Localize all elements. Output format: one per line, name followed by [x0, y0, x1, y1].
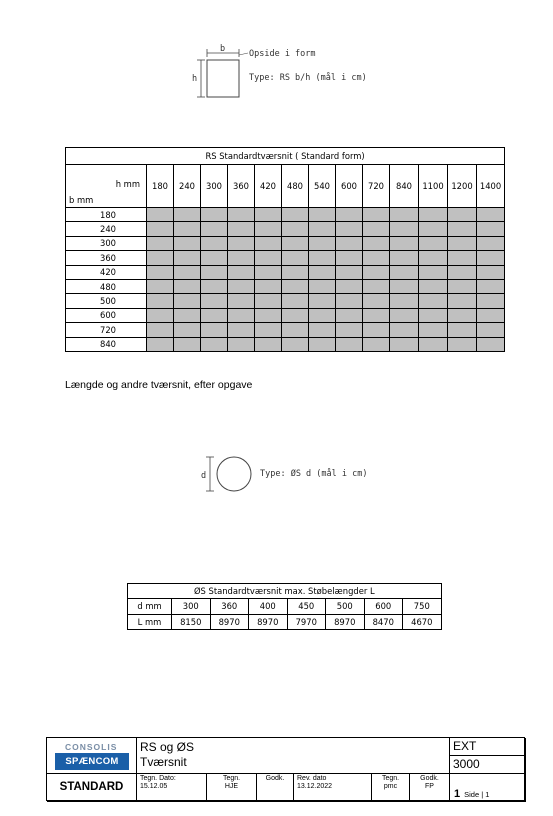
rs-shaded-cell — [448, 265, 477, 279]
rs-h-value: 540 — [309, 165, 336, 208]
page-number: 1 — [454, 788, 461, 800]
rs-shaded-cell — [363, 323, 390, 337]
tegn2-label: Tegn. — [381, 775, 400, 782]
rs-b-value: 180 — [66, 208, 147, 222]
rs-shaded-cell — [448, 279, 477, 293]
os-d-header: d mm — [128, 599, 172, 614]
rs-table-row — [66, 323, 505, 337]
os-l-value: 4670 — [403, 614, 442, 629]
rs-shaded-cell — [419, 208, 448, 222]
company-logo — [47, 738, 137, 774]
rs-shaded-cell — [477, 236, 505, 250]
rs-shaded-cell — [282, 308, 309, 322]
tegn-label: Tegn. — [222, 775, 241, 782]
rs-shaded-cell — [147, 222, 174, 236]
title-block — [46, 737, 525, 801]
rs-h-value: 360 — [228, 165, 255, 208]
rs-table-row — [66, 279, 505, 293]
rs-shaded-cell — [363, 265, 390, 279]
rs-shaded-cell — [174, 251, 201, 265]
rs-section-sketch — [190, 40, 390, 104]
rs-shaded-cell — [282, 208, 309, 222]
rs-shaded-cell — [390, 236, 419, 250]
rs-shaded-cell — [255, 279, 282, 293]
rs-shaded-cell — [309, 294, 336, 308]
rs-shaded-cell — [174, 279, 201, 293]
rs-shaded-cell — [363, 251, 390, 265]
rs-table-row — [66, 337, 505, 351]
rs-shaded-cell — [228, 265, 255, 279]
rs-shaded-cell — [336, 279, 363, 293]
rs-h-value: 1400 — [477, 165, 505, 208]
rs-shaded-cell — [419, 251, 448, 265]
rs-h-value: 300 — [201, 165, 228, 208]
rs-shaded-cell — [282, 251, 309, 265]
rs-shaded-cell — [174, 337, 201, 351]
rs-shaded-cell — [419, 265, 448, 279]
rs-h-value: 1100 — [419, 165, 448, 208]
rs-shaded-cell — [201, 337, 228, 351]
tegn-dato-value: 15.12.05 — [140, 783, 168, 790]
rs-shaded-cell — [147, 308, 174, 322]
logo-spaencom-text: SPÆNCOM — [55, 753, 129, 770]
rs-type-caption: Type: RS b/h (mål i cm) — [249, 73, 367, 83]
ext-label: EXT — [450, 738, 526, 756]
rs-shaded-cell — [228, 323, 255, 337]
drawing-title-line2: Tværsnit — [140, 755, 187, 769]
rs-shaded-cell — [477, 308, 505, 322]
os-section-sketch — [196, 452, 396, 496]
rs-shaded-cell — [282, 265, 309, 279]
rs-shaded-cell — [363, 294, 390, 308]
rs-shaded-cell — [390, 251, 419, 265]
rs-shaded-cell — [147, 208, 174, 222]
rs-b-value: 840 — [66, 337, 147, 351]
os-type-caption: Type: ØS d (mål i cm) — [260, 469, 368, 479]
rs-table-row — [66, 308, 505, 322]
rs-shaded-cell — [336, 294, 363, 308]
rs-shaded-cell — [147, 279, 174, 293]
rs-shaded-cell — [174, 222, 201, 236]
godk2-label: Godk. — [420, 775, 439, 782]
rs-shaded-cell — [390, 279, 419, 293]
rs-shaded-cell — [448, 308, 477, 322]
rs-shaded-cell — [255, 308, 282, 322]
os-d-value: 300 — [172, 599, 211, 614]
rs-shaded-cell — [174, 308, 201, 322]
rs-shaded-cell — [228, 251, 255, 265]
rs-shaded-cell — [363, 337, 390, 351]
rs-shaded-cell — [147, 337, 174, 351]
rs-shaded-cell — [147, 236, 174, 250]
os-d-value: 360 — [210, 599, 249, 614]
os-d-label: d — [201, 471, 207, 481]
rs-shaded-cell — [147, 294, 174, 308]
rs-shaded-cell — [390, 222, 419, 236]
godk-field — [257, 774, 294, 802]
rs-shaded-cell — [390, 337, 419, 351]
rs-shaded-cell — [390, 265, 419, 279]
rev-dato-value: 13.12.2022 — [297, 783, 333, 790]
rs-h-value: 180 — [147, 165, 174, 208]
rs-shaded-cell — [448, 294, 477, 308]
rs-b-value: 480 — [66, 279, 147, 293]
rs-shaded-cell — [147, 323, 174, 337]
rs-b-value: 720 — [66, 323, 147, 337]
tegn-field — [207, 774, 257, 802]
rs-shaded-cell — [363, 279, 390, 293]
rs-b-header: b mm — [69, 195, 94, 205]
rs-h-value: 720 — [363, 165, 390, 208]
tegn-dato-field — [137, 774, 207, 802]
drawing-title-line1: RS og ØS — [140, 740, 195, 754]
os-l-value: 8970 — [210, 614, 249, 629]
rs-shaded-cell — [309, 279, 336, 293]
rs-shaded-cell — [228, 208, 255, 222]
rs-shaded-cell — [201, 208, 228, 222]
rs-shaded-cell — [201, 236, 228, 250]
rs-b-value: 600 — [66, 308, 147, 322]
rs-shaded-cell — [477, 208, 505, 222]
rs-shaded-cell — [309, 265, 336, 279]
rs-shaded-cell — [309, 337, 336, 351]
rs-shaded-cell — [255, 222, 282, 236]
rs-shaded-cell — [309, 308, 336, 322]
rs-shaded-cell — [477, 279, 505, 293]
rs-shaded-cell — [309, 222, 336, 236]
rs-b-value: 240 — [66, 222, 147, 236]
rs-shaded-cell — [201, 251, 228, 265]
rs-table-row — [66, 236, 505, 250]
rs-shaded-cell — [390, 294, 419, 308]
rs-h-value: 480 — [282, 165, 309, 208]
rs-shaded-cell — [336, 236, 363, 250]
rs-shaded-cell — [448, 251, 477, 265]
logo-consolis-text: CONSOLIS — [65, 742, 118, 752]
rs-shaded-cell — [419, 323, 448, 337]
rs-shaded-cell — [363, 208, 390, 222]
os-l-value: 8470 — [364, 614, 403, 629]
rs-shaded-cell — [201, 323, 228, 337]
os-standard-table — [127, 583, 442, 630]
rs-table-corner — [66, 165, 147, 208]
rs-shaded-cell — [336, 323, 363, 337]
rs-shaded-cell — [282, 294, 309, 308]
rs-b-value: 500 — [66, 294, 147, 308]
rs-shaded-cell — [336, 208, 363, 222]
rs-shaded-cell — [228, 337, 255, 351]
godk2-field — [410, 774, 450, 802]
tegn2-field — [372, 774, 410, 802]
rs-shaded-cell — [174, 236, 201, 250]
rs-shaded-cell — [174, 294, 201, 308]
os-d-value: 400 — [249, 599, 288, 614]
standard-label: STANDARD — [47, 774, 137, 802]
rs-shaded-cell — [363, 308, 390, 322]
rs-table-row — [66, 222, 505, 236]
rev-dato-field — [294, 774, 372, 802]
rs-shaded-cell — [448, 208, 477, 222]
rs-table-title: RS Standardtværsnit ( Standard form) — [66, 148, 505, 165]
rs-shaded-cell — [228, 294, 255, 308]
os-l-header: L mm — [128, 614, 172, 629]
rs-shaded-cell — [201, 294, 228, 308]
godk-label: Godk. — [265, 775, 285, 782]
rs-table-row — [66, 265, 505, 279]
rs-shaded-cell — [174, 265, 201, 279]
godk2-value: FP — [425, 783, 434, 790]
rs-shaded-cell — [255, 251, 282, 265]
os-l-value: 8970 — [249, 614, 288, 629]
rs-shaded-cell — [477, 265, 505, 279]
rs-shaded-cell — [228, 222, 255, 236]
rs-shaded-cell — [390, 308, 419, 322]
rs-shaded-cell — [448, 236, 477, 250]
rs-shaded-cell — [477, 251, 505, 265]
tegn-value: HJE — [224, 783, 239, 790]
rs-h-label: h — [192, 74, 198, 84]
rs-shaded-cell — [448, 222, 477, 236]
rs-shaded-cell — [228, 236, 255, 250]
rs-b-label: b — [220, 44, 226, 54]
rs-shaded-cell — [448, 337, 477, 351]
os-d-value: 450 — [287, 599, 326, 614]
rs-h-value: 420 — [255, 165, 282, 208]
rs-shaded-cell — [390, 208, 419, 222]
rs-shaded-cell — [336, 337, 363, 351]
rs-shaded-cell — [255, 265, 282, 279]
rs-shaded-cell — [448, 323, 477, 337]
rs-shaded-cell — [309, 251, 336, 265]
rs-table-row — [66, 208, 505, 222]
rs-shaded-cell — [228, 279, 255, 293]
rs-shaded-cell — [419, 308, 448, 322]
rev-dato-label: Rev. dato — [297, 775, 327, 782]
rs-shaded-cell — [336, 222, 363, 236]
os-l-value: 8970 — [326, 614, 365, 629]
rs-b-value: 420 — [66, 265, 147, 279]
rs-shaded-cell — [174, 208, 201, 222]
rs-shaded-cell — [336, 265, 363, 279]
rs-shaded-cell — [147, 251, 174, 265]
rs-shaded-cell — [309, 323, 336, 337]
rs-top-caption: Opside i form — [249, 49, 316, 59]
os-d-value: 500 — [326, 599, 365, 614]
drawing-title — [137, 738, 450, 774]
rs-shaded-cell — [255, 294, 282, 308]
os-section-circle — [217, 457, 251, 491]
rs-shaded-cell — [201, 222, 228, 236]
tegn2-value: pmc — [383, 783, 398, 790]
rs-shaded-cell — [419, 337, 448, 351]
rs-shaded-cell — [201, 265, 228, 279]
rs-shaded-cell — [363, 236, 390, 250]
rs-h-value: 1200 — [448, 165, 477, 208]
rs-shaded-cell — [419, 279, 448, 293]
rs-shaded-cell — [309, 208, 336, 222]
rs-shaded-cell — [174, 323, 201, 337]
side-label: Side | 1 — [464, 790, 490, 799]
rs-shaded-cell — [282, 323, 309, 337]
rs-shaded-cell — [282, 236, 309, 250]
rs-shaded-cell — [477, 337, 505, 351]
rs-shaded-cell — [477, 323, 505, 337]
rs-shaded-cell — [255, 323, 282, 337]
rs-b-value: 300 — [66, 236, 147, 250]
rs-h-header: h mm — [115, 179, 140, 189]
rs-shaded-cell — [477, 294, 505, 308]
rs-shaded-cell — [282, 279, 309, 293]
os-l-value: 8150 — [172, 614, 211, 629]
rs-shaded-cell — [201, 279, 228, 293]
rs-shaded-cell — [228, 308, 255, 322]
rs-table-row — [66, 294, 505, 308]
rs-h-value: 240 — [174, 165, 201, 208]
rs-b-value: 360 — [66, 251, 147, 265]
rs-standard-table — [65, 147, 505, 352]
page-indicator — [450, 774, 526, 802]
rs-shaded-cell — [363, 222, 390, 236]
rs-shaded-cell — [147, 265, 174, 279]
tegn-dato-label: Tegn. Dato: — [140, 775, 176, 782]
rs-shaded-cell — [309, 236, 336, 250]
rs-shaded-cell — [477, 222, 505, 236]
rs-shaded-cell — [419, 236, 448, 250]
rs-shaded-cell — [255, 236, 282, 250]
rs-shaded-cell — [419, 294, 448, 308]
rs-h-value: 600 — [336, 165, 363, 208]
os-l-value: 7970 — [287, 614, 326, 629]
rs-shaded-cell — [255, 208, 282, 222]
os-d-value: 600 — [364, 599, 403, 614]
rs-section-rectangle — [207, 60, 239, 97]
rs-shaded-cell — [201, 308, 228, 322]
rs-shaded-cell — [282, 337, 309, 351]
rs-shaded-cell — [282, 222, 309, 236]
rs-shaded-cell — [255, 337, 282, 351]
drawing-number: 3000 — [450, 756, 526, 774]
os-d-value: 750 — [403, 599, 442, 614]
rs-table-row — [66, 251, 505, 265]
rs-h-value: 840 — [390, 165, 419, 208]
rs-shaded-cell — [336, 251, 363, 265]
rs-shaded-cell — [419, 222, 448, 236]
note-text: Længde og andre tværsnit, efter opgave — [65, 379, 253, 391]
os-table-title: ØS Standardtværsnit max. Støbelængder L — [128, 584, 442, 599]
rs-shaded-cell — [390, 323, 419, 337]
rs-shaded-cell — [336, 308, 363, 322]
